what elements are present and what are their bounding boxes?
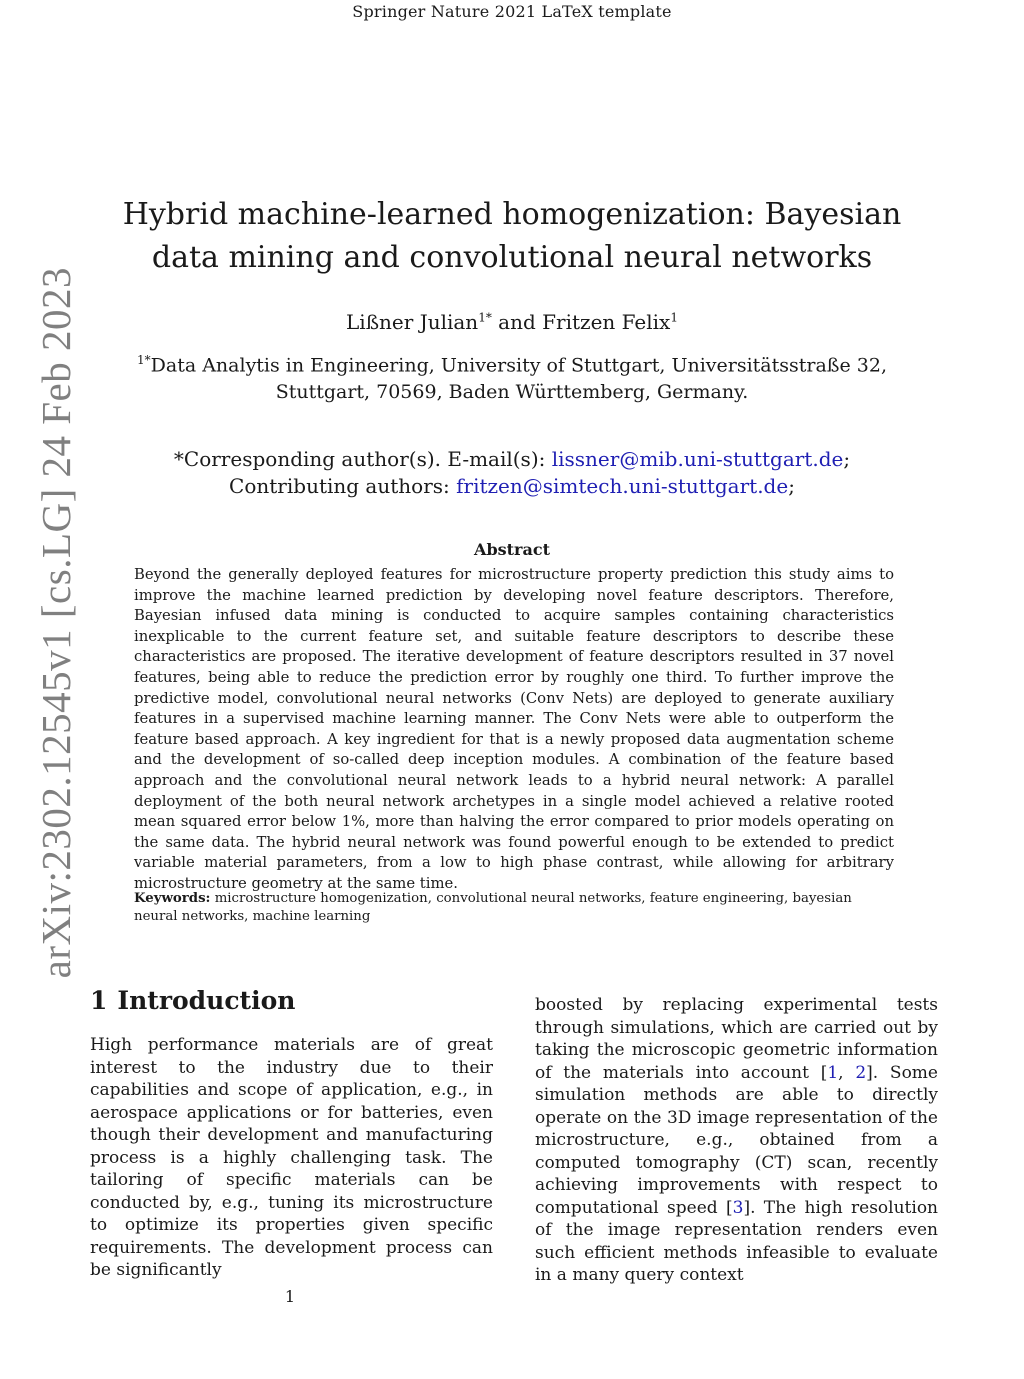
abstract-text: Beyond the generally deployed features for microstructure property prediction this study aims to improve the machine learned prediction by developing novel feature descriptors. Therefore, Bayesian infused data mining is conducted to acquire samples containing characteristics inexplicable to the current feature set, and suitable feature descriptors to describe these characteristics are proposed. The iterative development of feature descriptors resulted in 37 novel features, being able to reduce the prediction error by roughly one third. To further improve the predictive model, convolutional neural networks (Conv Nets) are deployed to generate auxiliary features in a supervised machine learning manner. The Conv Nets were able to outperform the feature based approach. A key ingredient for that is a newly proposed data augmentation scheme and the development of so-called deep inception modules. A combination of the feature based approach and the convolutional neural network leads to a hybrid neural network: A parallel deployment of the both neural network archetypes in a single model achieved a relative rooted mean squared error below 1%, more than halving the error compared to prior models operating on the same data. The hybrid neural network was found powerful enough to be extended to predict variable material parameters, from a low to high phase contrast, while allowing for arbitrary microstructure geometry at the same time. <box>134 566 894 892</box>
contributing-label: Contributing authors: <box>229 474 457 498</box>
affiliation <box>100 347 924 406</box>
separator: ; <box>788 474 795 498</box>
author-2: Fritzen Felix <box>542 310 671 334</box>
citation-link[interactable]: 2 <box>855 1062 867 1083</box>
page-number: 1 <box>284 1287 296 1306</box>
body-column-right <box>535 994 938 1287</box>
citation-separator: , <box>838 1062 856 1083</box>
separator: ; <box>843 447 851 471</box>
citation-link[interactable]: 3 <box>732 1197 744 1218</box>
body-column-left: High performance materials are of great interest to the industry due to their capabilities and scope of application, e.g., in aerospace applications or for batteries, even though their development and manufacturing process is a highly challenging task. The tailoring of specific materials can be conducted by, e.g., tuning its microstructure to optimize its properties given specific requirements. The development process can be significantly <box>90 1035 493 1280</box>
contributing-email-link[interactable]: fritzen@simtech.uni-stuttgart.de <box>456 474 789 498</box>
abstract-heading: Abstract <box>474 540 550 559</box>
keywords <box>134 890 894 926</box>
contributing-authors-line <box>100 473 924 500</box>
citation-link[interactable]: 1 <box>827 1062 839 1083</box>
author-2-affil-marker: 1 <box>670 310 678 325</box>
section-number: 1 <box>90 986 108 1015</box>
section-heading <box>90 986 305 1015</box>
arxiv-stamp <box>26 267 86 979</box>
author-1-affil-marker: 1* <box>478 310 492 325</box>
author-conjunction: and <box>491 310 543 334</box>
affiliation-text: Data Analytis in Engineering, University of Stuttgart, Universitätsstraße 32, Stuttgart, 70569, Baden Württemberg, Germany. <box>150 354 887 404</box>
author-1: Lißner Julian <box>346 310 479 334</box>
body-text: ]. The high resolution of the image representation renders even such efficient methods infeasible to evaluate in a many query context <box>535 1197 939 1285</box>
affiliation-marker: 1* <box>137 353 151 367</box>
arxiv-id: arXiv:2302.12545v1 [cs.LG] 24 Feb 2023 <box>33 267 79 979</box>
running-header: Springer Nature 2021 LaTeX template <box>352 2 672 21</box>
keywords-list: microstructure homogenization, convolutional neural networks, feature engineering, bayesian neural networks, machine learning <box>134 891 852 924</box>
paper-title: Hybrid machine-learned homogenization: Bayesian data mining and convolutional neural networks <box>122 197 902 275</box>
corresponding-email-link[interactable]: lissner@mib.uni-stuttgart.de <box>551 447 844 471</box>
body-text: boosted by replacing experimental tests through simulations, which are carried out by taking the microscopic geometric information of the materials into account [ <box>535 995 938 1083</box>
correspondence <box>100 446 924 500</box>
body-text: ]. Some simulation methods are able to directly operate on the 3D image representation of the microstructure, e.g., obtained from a computed tomography (CT) scan, recently achieving improvements with respect to computational speed [ <box>535 1062 938 1218</box>
section-title: Introduction <box>117 986 296 1015</box>
author-line <box>100 310 924 334</box>
keywords-label: Keywords: <box>134 891 211 906</box>
corresponding-author-line <box>100 446 924 473</box>
corresponding-label: *Corresponding author(s). E-mail(s): <box>173 447 552 471</box>
